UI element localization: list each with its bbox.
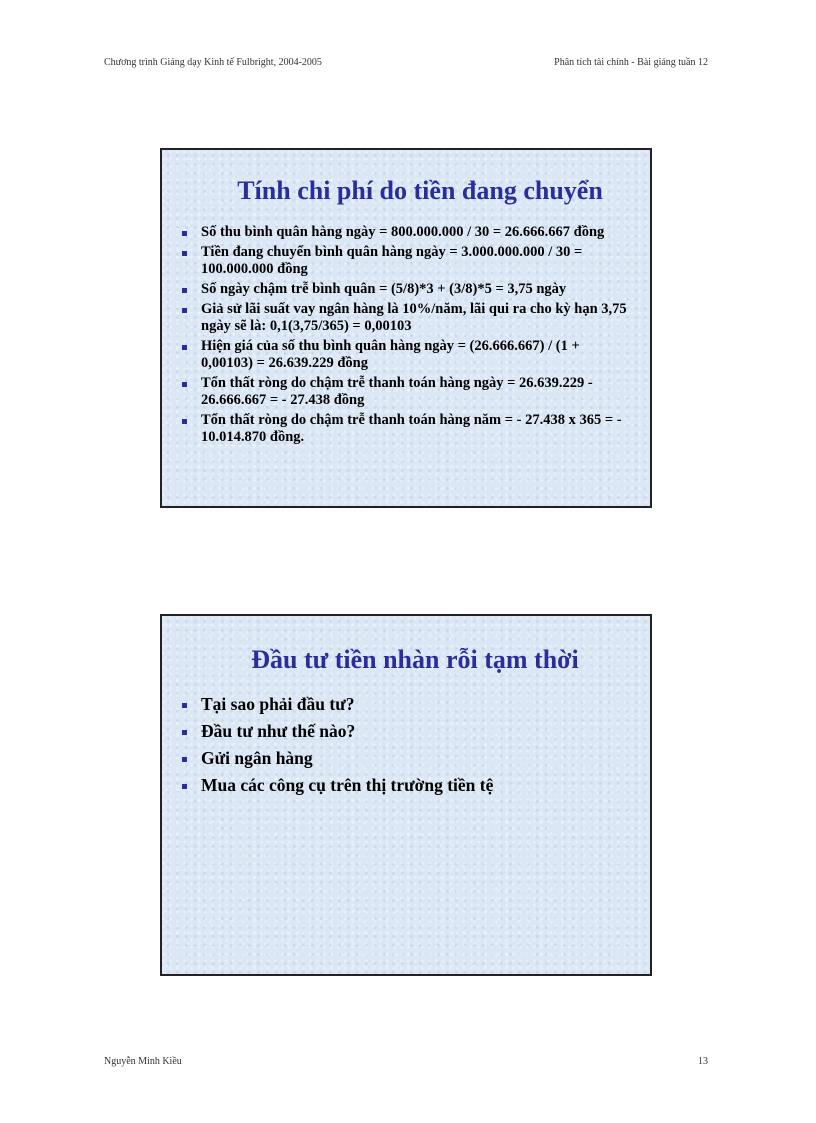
bullet-item xyxy=(182,224,630,241)
slide-transit-cost xyxy=(160,148,652,508)
bullet-text: Tổn thất ròng do chậm trễ thanh toán hàng năm = - 27.438 x 365 = - 10.014.870 đồng. xyxy=(201,412,622,445)
bullet-item xyxy=(182,775,630,796)
page-header xyxy=(104,57,708,68)
bullet-text: Gửi ngân hàng xyxy=(201,748,313,768)
bullet-list xyxy=(182,694,630,796)
square-bullet-icon xyxy=(182,288,187,293)
bullet-item xyxy=(182,375,630,409)
square-bullet-icon xyxy=(182,703,187,708)
slide-title: Tính chi phí do tiền đang chuyển xyxy=(237,176,603,205)
square-bullet-icon xyxy=(182,757,187,762)
square-bullet-icon xyxy=(182,308,187,313)
bullet-item xyxy=(182,748,630,769)
bullet-text: Tiền đang chuyển bình quân hàng ngày = 3.000.000.000 / 30 = 100.000.000 đồng xyxy=(201,244,583,277)
footer-author: Nguyễn Minh Kiều xyxy=(104,1056,182,1067)
bullet-text: Giả sử lãi suất vay ngân hàng là 10%/năm, lãi qui ra cho kỳ hạn 3,75 ngày sẽ là: 0,1(3,75/365) = 0,00103 xyxy=(201,301,627,334)
bullet-item xyxy=(182,338,630,372)
bullet-item xyxy=(182,281,630,298)
page-footer xyxy=(104,1056,708,1067)
square-bullet-icon xyxy=(182,419,187,424)
square-bullet-icon xyxy=(182,784,187,789)
bullet-item xyxy=(182,244,630,278)
square-bullet-icon xyxy=(182,382,187,387)
bullet-text: Số thu bình quân hàng ngày = 800.000.000 / 30 = 26.666.667 đồng xyxy=(201,224,605,240)
bullet-text: Mua các công cụ trên thị trường tiền tệ xyxy=(201,775,494,795)
bullet-item xyxy=(182,721,630,742)
bullet-text: Hiện giá của số thu bình quân hàng ngày = (26.666.667) / (1 + 0,00103) = 26.639.229 đồng xyxy=(201,338,580,371)
slide-idle-cash-investment xyxy=(160,614,652,976)
header-lecture-title: Phân tích tài chính - Bài giảng tuần 12 xyxy=(554,57,708,68)
square-bullet-icon xyxy=(182,730,187,735)
bullet-item xyxy=(182,694,630,715)
bullet-text: Đầu tư như thế nào? xyxy=(201,721,356,741)
square-bullet-icon xyxy=(182,251,187,256)
slide-title: Đầu tư tiền nhàn rỗi tạm thời xyxy=(251,645,579,674)
bullet-text: Số ngày chậm trễ bình quân = (5/8)*3 + (3/8)*5 = 3,75 ngày xyxy=(201,281,567,297)
bullet-list xyxy=(182,224,630,446)
header-course-title: Chương trình Giảng dạy Kinh tế Fulbright, 2004-2005 xyxy=(104,57,322,68)
square-bullet-icon xyxy=(182,231,187,236)
bullet-item xyxy=(182,412,630,446)
square-bullet-icon xyxy=(182,345,187,350)
bullet-text: Tại sao phải đầu tư? xyxy=(201,694,355,714)
bullet-text: Tổn thất ròng do chậm trễ thanh toán hàng ngày = 26.639.229 - 26.666.667 = - 27.438 đồng xyxy=(201,375,593,408)
page-number: 13 xyxy=(698,1056,708,1067)
bullet-item xyxy=(182,301,630,335)
